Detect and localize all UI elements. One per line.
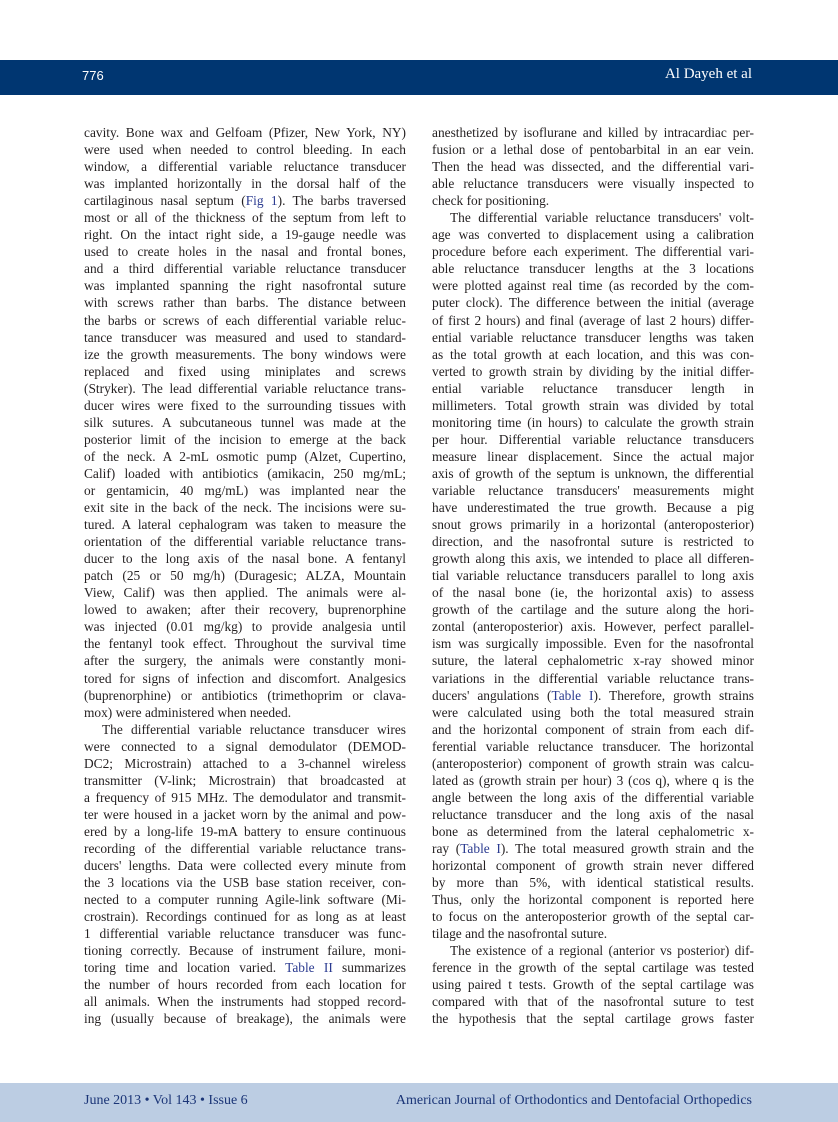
cross-reference-link[interactable]: Table I bbox=[460, 840, 501, 856]
text-line: ducer to the long axis of the nasal bone. A fentanyl bbox=[84, 551, 406, 567]
left-column-body-text bbox=[84, 124, 406, 1027]
text-line: Thus, only the horizontal component is reported here bbox=[432, 892, 754, 908]
text-line: with screws rather than barbs. The distance between bbox=[84, 295, 406, 311]
text-line: View, Calif) was then applied. The animals were al- bbox=[84, 585, 406, 601]
text-line: ference in the growth of the septal cartilage was tested bbox=[432, 960, 754, 976]
text-line: monitoring time (in hours) to calculate the growth strain bbox=[432, 414, 754, 430]
text-line: after the surgery, the animals were constantly moni- bbox=[84, 653, 406, 669]
text-line: or gentamicin, 40 mg/mL) was implanted near the bbox=[84, 482, 406, 498]
text-line: a frequency of 915 MHz. The demodulator and transmit- bbox=[84, 789, 406, 805]
text-line: the hypothesis that the septal cartilage grows faster bbox=[432, 1011, 754, 1027]
text-line: check for positioning. bbox=[432, 193, 550, 209]
text-line: were plotted against real time (as recorded by the com- bbox=[432, 278, 754, 294]
text-line: of the nasal bone (ie, the horizontal axis) to assess bbox=[432, 585, 754, 601]
text-line: Calif) loaded with antibiotics (amikacin, 250 mg/mL; bbox=[84, 465, 406, 481]
text-line: procedure before each experiment. The differential vari- bbox=[432, 244, 754, 260]
text-line: lowed to awaken; after their recovery, buprenorphine bbox=[84, 602, 406, 618]
text-line: 1 differential variable reluctance transducer was func- bbox=[84, 926, 406, 942]
text-line: tioning correctly. Because of instrument failure, moni- bbox=[84, 943, 406, 959]
text-line: cartilaginous nasal septum (Fig 1). The barbs traversed bbox=[84, 193, 406, 209]
text-line: were used when needed to control bleeding. In each bbox=[84, 142, 406, 158]
text-line: (buprenorphine) or antibiotics (trimethoprim or clava- bbox=[84, 687, 406, 703]
text-line: Then the head was dissected, and the differential vari- bbox=[432, 159, 754, 175]
text-line: exit site in the back of the neck. The incisions were su- bbox=[84, 500, 406, 516]
text-line: fusion or a lethal dose of pentobarbital in an ear vein. bbox=[432, 142, 754, 158]
text-line: as the total growth at each location, and this was con- bbox=[432, 346, 754, 362]
text-line: ducer wires were fixed to the surrounding tissues with bbox=[84, 397, 406, 413]
text-line: using paired t tests. Growth of the septal cartilage was bbox=[432, 977, 754, 993]
right-column-body-text bbox=[432, 124, 754, 1027]
text-line: millimeters. Total growth strain was divided by total bbox=[432, 397, 754, 413]
text-line: right. On the intact right side, a 19-gauge needle was bbox=[84, 227, 406, 243]
text-line: direction, and the nasofrontal suture is restricted to bbox=[432, 534, 754, 550]
text-line: variations in the differential variable reluctance trans- bbox=[432, 670, 754, 686]
text-line: bone as determined from the lateral cephalometric x- bbox=[432, 823, 754, 839]
text-line: ential variable reluctance transducer lengths was taken bbox=[432, 329, 754, 345]
text-line: ducers' lengths. Data were collected every minute from bbox=[84, 858, 406, 874]
text-line: reluctance transducer and the long axis of the nasal bbox=[432, 806, 754, 822]
text-line: growth of the cartilage and the suture along the hori- bbox=[432, 602, 754, 618]
text-line: have underestimated the true growth. Because a pig bbox=[432, 500, 754, 516]
text-line: tored for signs of infection and discomfort. Analgesics bbox=[84, 670, 406, 686]
text-line: variable reluctance transducers' measurements might bbox=[432, 482, 754, 498]
text-line: snout grows primarily in a horizontal (anteroposterior) bbox=[432, 517, 754, 533]
text-line: cavity. Bone wax and Gelfoam (Pfizer, New York, NY) bbox=[84, 125, 406, 140]
text-line: ism was surgically impossible. Even for the nasofrontal bbox=[432, 636, 754, 652]
text-line: the fentanyl took effect. Throughout the survival time bbox=[84, 636, 406, 652]
text-line: orientation of the differential variable reluctance trans- bbox=[84, 534, 406, 550]
text-line: all animals. When the instruments had stopped record- bbox=[84, 994, 406, 1010]
text-line: ter were housed in a jacket worn by the animal and pow- bbox=[84, 806, 406, 822]
text-line: window, a differential variable reluctance transducer bbox=[84, 159, 406, 175]
text-line: ferential variable reluctance transducer. The horizontal bbox=[432, 738, 754, 754]
text-line: verted to growth strain by dividing by the initial differ- bbox=[432, 363, 754, 379]
running-head-authors: Al Dayeh et al bbox=[664, 66, 752, 82]
text-line: silk sutures. A subcutaneous tunnel was made at the bbox=[84, 414, 406, 430]
text-line: tilage and the nasofrontal suture. bbox=[432, 926, 608, 942]
text-line: ray (Table I). The total measured growth strain and the bbox=[432, 840, 754, 856]
text-line: mox) were administered when needed. bbox=[84, 704, 292, 720]
text-line: (anteroposterior) component of growth strain was calcu- bbox=[432, 755, 754, 771]
text-line: were connected to a signal demodulator (DEMOD- bbox=[84, 738, 406, 754]
text-line: was implanted horizontally in the dorsal half of the bbox=[84, 176, 406, 192]
text-line: tured. A lateral cephalogram was taken to measure the bbox=[84, 517, 406, 533]
text-line: nected to a computer running Agile-link software (Mi- bbox=[84, 892, 406, 908]
text-line: able reluctance transducers were visually inspected to bbox=[432, 176, 754, 192]
text-line: transmitter (V-link; Microstrain) that broadcasted at bbox=[84, 772, 406, 788]
text-line: measure linear displacement. Since the actual major bbox=[432, 448, 754, 464]
text-line: The differential variable reluctance transducers' volt- bbox=[450, 210, 754, 226]
text-line: The differential variable reluctance transducer wires bbox=[102, 721, 406, 737]
running-footer bbox=[0, 1083, 838, 1122]
text-line: most or all of the thickness of the septum from left to bbox=[84, 210, 406, 226]
text-line: growth along this axis, we intended to place all differen- bbox=[432, 551, 754, 567]
text-line: compared with that of the nasofrontal suture to test bbox=[432, 994, 754, 1010]
text-line: anesthetized by isoflurane and killed by intracardiac per- bbox=[432, 125, 754, 140]
text-line: puter clock). The difference between the initial (average bbox=[432, 295, 754, 311]
text-line: tance transducer was measured and used to standard- bbox=[84, 329, 406, 345]
page-number: 776 bbox=[82, 68, 104, 83]
text-line: patch (25 or 50 mg/h) (Duragesic; ALZA, Mountain bbox=[84, 568, 406, 584]
text-line: ered by a long-life 19-mA battery to ensure continuous bbox=[84, 823, 406, 839]
text-line: the 3 locations via the USB base station receiver, con- bbox=[84, 875, 406, 891]
text-line: (Stryker). The lead differential variable reluctance trans- bbox=[84, 380, 406, 396]
text-line: recording of the differential variable reluctance trans- bbox=[84, 840, 406, 856]
text-line: were calculated using both the total measured strain bbox=[432, 704, 754, 720]
text-line: per hour. Differential variable reluctance transducers bbox=[432, 431, 754, 447]
text-line: replaced and fixed using miniplates and screws bbox=[84, 363, 406, 379]
text-line: ential variable reluctance transducer length in bbox=[432, 380, 754, 396]
text-line: able reluctance transducer lengths at the 3 locations bbox=[432, 261, 754, 277]
text-line: crostrain). Recordings continued for as long as at least bbox=[84, 909, 406, 925]
text-line: horizontal component of growth strain never differed bbox=[432, 858, 754, 874]
text-line: ducers' angulations (Table I). Therefore, growth strains bbox=[432, 687, 754, 703]
text-line: zontal (anteroposterior) axis. However, perfect parallel- bbox=[432, 619, 754, 635]
text-line: was injected (0.01 mg/kg) to provide analgesia until bbox=[84, 619, 406, 635]
running-header bbox=[0, 60, 838, 95]
text-line: used to create holes in the nasal and frontal bones, bbox=[84, 244, 406, 260]
text-line: The existence of a regional (anterior vs posterior) dif- bbox=[450, 943, 754, 959]
text-line: ing (usually because of breakage), the animals were bbox=[84, 1011, 406, 1027]
text-line: age was converted to displacement using a calibration bbox=[432, 227, 754, 243]
text-line: was implanted spanning the right nasofrontal suture bbox=[84, 278, 406, 294]
text-line: of the neck. A 2-mL osmotic pump (Alzet, Cupertino, bbox=[84, 448, 406, 464]
text-line: of first 2 hours) and final (average of last 2 hours) differ- bbox=[432, 312, 754, 328]
text-line: angle between the long axis of the differential variable bbox=[432, 789, 754, 805]
text-line: to focus on the anteroposterior growth of the septal car- bbox=[432, 909, 754, 925]
journal-name: American Journal of Orthodontics and Dentofacial Orthopedics bbox=[395, 1093, 752, 1108]
text-line: by more than 5%, with identical statistical results. bbox=[432, 875, 754, 891]
cross-reference-link[interactable]: Fig 1 bbox=[245, 193, 278, 209]
text-line: suture, the lateral cephalometric x-ray showed minor bbox=[432, 653, 754, 669]
text-line: ize the growth measurements. The bony windows were bbox=[84, 346, 406, 362]
cross-reference-link[interactable]: Table II bbox=[285, 960, 333, 976]
cross-reference-link[interactable]: Table I bbox=[551, 687, 594, 703]
text-line: posterior limit of the incision to emerge at the back bbox=[84, 431, 406, 447]
text-line: DC2; Microstrain) attached to a 3-channel wireless bbox=[84, 755, 406, 771]
text-line: tial variable reluctance transducers parallel to long axis bbox=[432, 568, 754, 584]
issue-info: June 2013 • Vol 143 • Issue 6 bbox=[84, 1093, 248, 1108]
text-line: and the horizontal component of strain from each dif- bbox=[432, 721, 754, 737]
text-line: the number of hours recorded from each location for bbox=[84, 977, 406, 993]
text-line: the barbs or screws of each differential variable reluc- bbox=[84, 312, 406, 328]
text-line: and a third differential variable reluctance transducer bbox=[84, 261, 406, 277]
text-line: lated as (growth strain per hour) 3 (cos q), where q is the bbox=[432, 772, 754, 788]
text-line: axis of growth of the septum is unknown, the differential bbox=[432, 465, 754, 481]
text-line: toring time and location varied. Table II summarizes bbox=[84, 960, 407, 976]
